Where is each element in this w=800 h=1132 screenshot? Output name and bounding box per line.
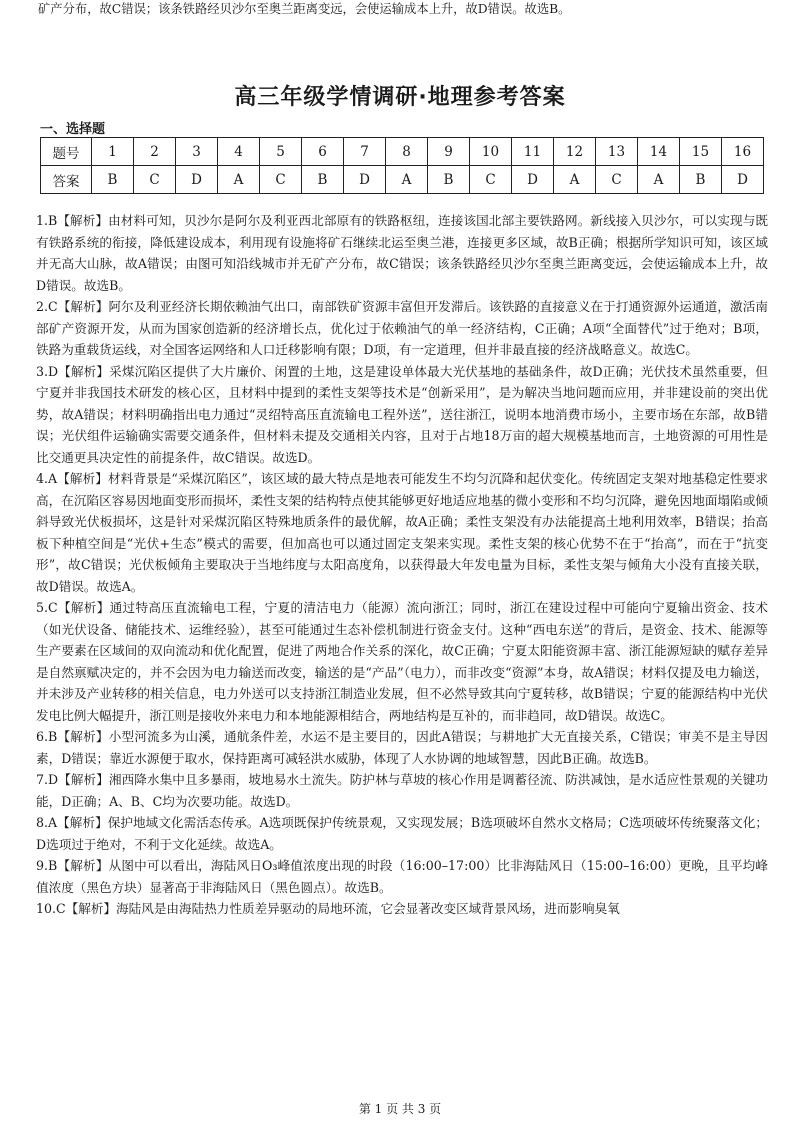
question-number: 13	[596, 138, 638, 166]
question-number: 11	[512, 138, 554, 166]
question-number: 16	[722, 138, 764, 166]
answer-cell: D	[512, 166, 554, 194]
question-number: 6	[302, 138, 344, 166]
explanation-3: 3.D【解析】采煤沉陷区提供了大片廉价、闲置的土地，这是建设单体最大光伏基地的基础条件，故D正确；光伏技术虽然重要，但宁夏并非我国技术研发的核心区，且材料中提到的柔性支架等技术是“创新采用”，是为解决当地问题而应用，并非建设前的突出优势，故A错误；材料明确指出电力通过“灵绍特高压直流输电工程外送”，送往浙江，说明本地消费市场小，主要市场在东部，故B错误；光伏组件运输确实需要交通条件，但材料未提及交通相关内容，且对于占地18万亩的超大规模基地而言，土地资源的可用性是比交通更具决定性的前提条件，故C错误。故选D。	[36, 363, 768, 465]
question-number: 5	[260, 138, 302, 166]
explanations	[36, 210, 768, 920]
section-heading: 一、选择题	[40, 122, 106, 137]
question-number: 10	[470, 138, 512, 166]
answer-cell: C	[596, 166, 638, 194]
question-number-row	[41, 138, 764, 166]
explanation-4: 4.A【解析】材料背景是“采煤沉陷区”，该区域的最大特点是地表可能发生不均匀沉降和起伏变化。传统固定支架对地基稳定性要求高，在沉陷区容易因地面变形而损坏，柔性支架的结构特点使其能够更好地适应地基的微小变形和不均匀沉降，避免因地面塌陷或倾斜导致光伏板损坏，这是针对采煤沉陷区特殊地质条件的最优解，故A正确；柔性支架没有办法能提高土地利用效率，B错误；抬高板下种植空间是“光伏+生态”模式的需要，但加高也可以通过固定支架来实现。柔性支架的核心优势不在于“抬高”，而在于“抗变形”，故C错误；光伏板倾角主要取决于当地纬度与太阳高度角，以获得最大年发电量为目标，柔性支架与倾角大小没有直接关联，故D错误。故选A。	[36, 471, 768, 594]
question-number: 3	[176, 138, 218, 166]
previous-page-fragment: 矿产分布，故C错误；该条铁路经贝沙尔至奥兰距离变远，会使运输成本上升，故D错误。故选B。	[38, 2, 571, 16]
question-number: 15	[680, 138, 722, 166]
answer-cell: D	[722, 166, 764, 194]
answer-cell: C	[134, 166, 176, 194]
question-number: 14	[638, 138, 680, 166]
question-number: 7	[344, 138, 386, 166]
explanation-5: 5.C【解析】通过特高压直流输电工程，宁夏的清洁电力（能源）流向浙江；同时，浙江在建设过程中可能向宁夏输出资金、技术（如光伏设备、储能技术、运维经验），甚至可能通过生态补偿机制进行资金支付。这种“西电东送”的背后，是资金、技术、能源等生产要素在区域间的双向流动和优化配置，促进了两地合作关系的深化，故C正确；宁夏太阳能资源丰富、浙江能源短缺的赋存差异是自然禀赋决定的，并不会因为电力输送而改变，输送的是“产品”（电力），而非改变“资源”本身，故A错误；材料仅提及电力输送，并未涉及产业转移的相关信息，电力外送可以支持浙江制造业发展，但不必然导致其向宁夏转移，故B错误；宁夏的能源结构中光伏发电比例大幅提升，浙江则是接收外来电力和本地能源相结合，两地结构是互补的，而非趋同，故D错误。故选C。	[36, 600, 768, 723]
question-number: 8	[386, 138, 428, 166]
answer-table	[40, 137, 764, 194]
answer-cell: B	[680, 166, 722, 194]
explanation-1: 1.B【解析】由材料可知，贝沙尔是阿尔及利亚西北部原有的铁路枢纽，连接该国北部主要铁路网。新线接入贝沙尔，可以实现与既有铁路系统的衔接，降低建设成本，利用现有设施将矿石继续北运至奥兰港，连接更多区域，故B正确；根据所学知识可知，该区域并无高大山脉，故A错误；由图可知沿线城市并无矿产分布，故C错误；该条铁路经贝沙尔至奥兰距离变远，会使运输成本上升，故D错误。故选B。	[36, 213, 768, 293]
answer-cell: A	[638, 166, 680, 194]
row-label-number: 题号	[41, 138, 92, 166]
answer-cell: C	[260, 166, 302, 194]
answer-row	[41, 166, 764, 194]
question-number: 2	[134, 138, 176, 166]
question-number: 12	[554, 138, 596, 166]
question-number: 1	[92, 138, 134, 166]
answer-cell: D	[176, 166, 218, 194]
explanation-9: 9.B【解析】从图中可以看出，海陆风日O₃峰值浓度出现的时段（16:00–17:00）比非海陆风日（15:00–16:00）更晚，且平均峰值浓度（黑色方块）显著高于非海陆风日（黑色圆点）。故选B。	[36, 858, 768, 895]
answer-cell: A	[554, 166, 596, 194]
answer-cell: A	[386, 166, 428, 194]
question-number: 9	[428, 138, 470, 166]
answer-cell: A	[218, 166, 260, 194]
explanation-10: 10.C【解析】海陆风是由海陆热力性质差异驱动的局地环流，它会显著改变区域背景风场，进而影响臭氧	[36, 901, 620, 916]
answer-cell: B	[302, 166, 344, 194]
explanation-7: 7.D【解析】湘西降水集中且多暴雨，坡地易水土流失。防护林与草坡的核心作用是调蓄径流、防洪减蚀，是水适应性景观的关键功能，D正确；A、B、C均为次要功能。故选D。	[36, 772, 768, 809]
explanation-8: 8.A【解析】保护地域文化需活态传承。A选项既保护传统景观，又实现发展；B选项破坏自然水文格局；C选项破坏传统聚落文化；D选项过于绝对，不利于文化延续。故选A。	[36, 815, 768, 852]
answer-cell: B	[92, 166, 134, 194]
answer-cell: B	[428, 166, 470, 194]
page-title: 高三年级学情调研·地理参考答案	[234, 85, 566, 110]
explanation-6: 6.B【解析】小型河流多为山溪，通航条件差，水运不是主要目的，因此A错误；与耕地扩大无直接关系，C错误；审美不是主导因素，D错误；靠近水源便于取水，保持距离可减轻洪水威胁，体现了人水协调的地域智慧，因此B正确。故选B。	[36, 729, 768, 766]
row-label-answer: 答案	[41, 166, 92, 194]
question-number: 4	[218, 138, 260, 166]
answer-cell: D	[344, 166, 386, 194]
page-footer: 第 1 页 共 3 页	[358, 1102, 442, 1116]
answer-cell: C	[470, 166, 512, 194]
explanation-2: 2.C【解析】阿尔及利亚经济长期依赖油气出口，南部铁矿资源丰富但开发滞后。该铁路的直接意义在于打通资源外运通道，激活南部矿产资源开发，从而为国家创造新的经济增长点，优化过于依赖油气的单一经济结构，C正确；A项“全面替代”过于绝对；B项，铁路为重载货运线，对全国客运网络和人口迁移影响有限；D项，有一定道理，但并非最直接的经济战略意义。故选C。	[36, 299, 768, 357]
